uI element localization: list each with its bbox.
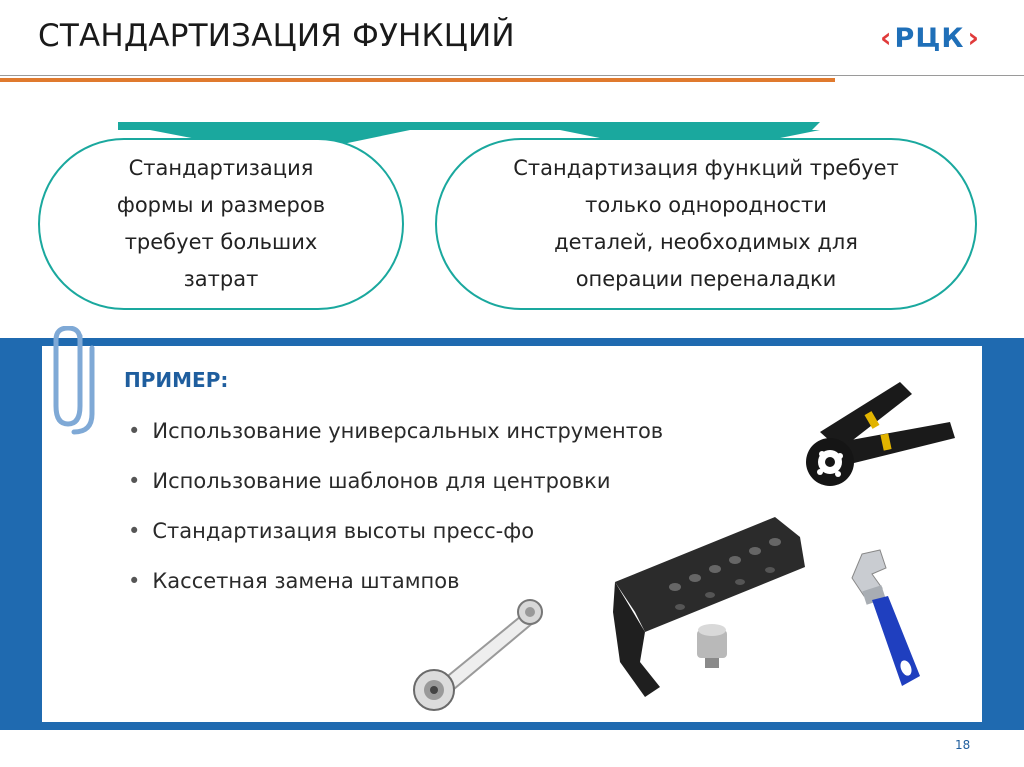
logo-left-bracket: ‹	[880, 21, 892, 54]
list-item	[128, 564, 663, 614]
left-oval-line: формы и размеров	[116, 193, 326, 217]
right-oval-line: только однородности	[585, 193, 827, 217]
example-heading: ПРИМЕР:	[124, 368, 229, 392]
teal-connector-arrows	[0, 0, 1024, 160]
right-oval-line: Стандартизация функций требует	[513, 156, 899, 180]
right-statement-oval	[435, 138, 977, 310]
example-list	[128, 414, 663, 614]
bullet-dot: •	[128, 469, 141, 493]
slide-title: СТАНДАРТИЗАЦИЯ ФУНКЦИЙ	[38, 18, 515, 54]
list-item-text: Использование универсальных инструментов	[152, 419, 664, 443]
adjustable-pliers-image	[800, 372, 965, 492]
logo-right-bracket: ›	[967, 21, 980, 54]
left-statement-oval	[38, 138, 404, 310]
list-item	[128, 414, 663, 464]
list-item-text: Стандартизация высоты пресс-фо	[152, 519, 535, 543]
adjustable-wrench-image	[842, 548, 932, 693]
bullet-dot: •	[128, 419, 141, 443]
list-item-text: Использование шаблонов для центровки	[152, 469, 611, 493]
bullet-dot: •	[128, 519, 141, 543]
right-oval-line: деталей, необходимых для	[554, 230, 858, 254]
right-oval-line: операции переналадки	[575, 267, 837, 291]
list-item	[128, 514, 663, 564]
page-number: 18	[955, 738, 971, 752]
bullet-dot: •	[128, 569, 141, 593]
list-item-text: Кассетная замена штампов	[152, 569, 460, 593]
left-oval-line: требует больших	[124, 230, 318, 254]
logo-text: РЦК	[894, 22, 965, 54]
connector-bar	[118, 122, 820, 130]
socket-wrench-image	[408, 596, 563, 714]
camera-handle-image	[605, 512, 815, 702]
left-oval-line: Стандартизация	[128, 156, 314, 180]
paperclip-icon	[50, 326, 100, 436]
list-item	[128, 464, 663, 514]
left-oval-line: затрат	[183, 267, 259, 291]
